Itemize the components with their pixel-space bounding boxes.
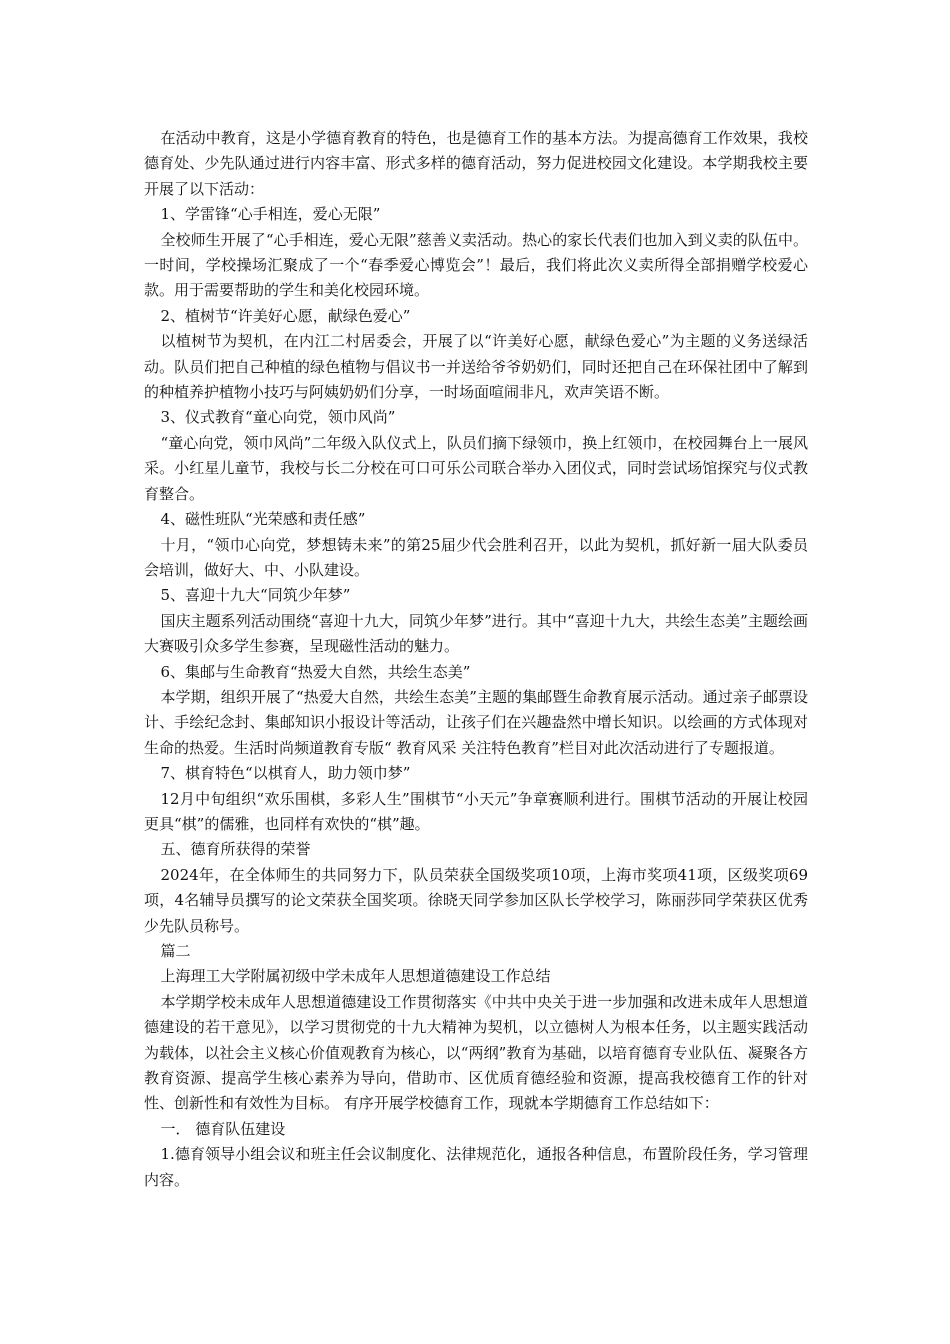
paragraph-activity-7: 12月中旬组织“欢乐围棋，多彩人生”围棋节“小天元”争章赛顺利进行。围棋节活动的开展让校园更具“棋”的儒雅，也同样有欢快的“棋”趣。 xyxy=(144,789,808,833)
paragraph-activity-6: 本学期，组织开展了“热爱大自然，共绘生态美”主题的集邮暨生命教育展示活动。通过亲子邮票设计、手绘纪念封、集邮知识小报设计等活动，让孩子们在兴趣盎然中增长知识。以绘画的方式体现对生命的热爱。生活时尚频道教育专版“ 教育风采 关注特色教育”栏目对此次活动进行了专题报道。 xyxy=(144,687,808,757)
paragraph-part-two-intro: 本学期学校未成年人思想道德建设工作贯彻落实《中共中央关于进一步加强和改进未成年人思想道德建设的若干意见》，以学习贯彻党的十九大精神为契机，以立德树人为根本任务，以主题实践活动为载体，以社会主义核心价值观教育为核心，以“两纲”教育为基础，以培育德育专业队伍、凝聚各方教育资源、提高学生核心素养为导向，借助市、区优质育德经验和资源，提高我校德育工作的针对性、创新性和有效性为目标。 有序开展学校德育工作，现就本学期德育工作总结如下： xyxy=(144,992,808,1113)
paragraph-activity-1: 全校师生开展了“心手相连，爱心无限”慈善义卖活动。热心的家长代表们也加入到义卖的队伍中。一时间，学校操场汇聚成了一个“春季爱心博览会”！最后，我们将此次义卖所得全部捐赠学校爱心款。用于需要帮助的学生和美化校园环境。 xyxy=(144,230,808,300)
heading-activity-4: 4、磁性班队“光荣感和责任感” xyxy=(160,510,366,529)
paragraph-activity-3: “童心向党，领巾风尚”二年级入队仪式上，队员们摘下绿领巾，换上红领巾，在校园舞台上一展风采。小红星儿童节，我校与长二分校在可口可乐公司联合举办入团仪式，同时尝试场馆探究与仪式教育整合。 xyxy=(144,433,808,503)
heading-activity-2: 2、植树节“许美好心愿，献绿色爱心” xyxy=(160,306,411,325)
heading-team-building: 一． 德育队伍建设 xyxy=(160,1119,286,1138)
heading-part-two: 篇二 xyxy=(160,942,191,960)
title-part-two: 上海理工大学附属初级中学未成年人思想道德建设工作总结 xyxy=(160,967,551,986)
paragraph-intro: 在活动中教育，这是小学德育教育的特色，也是德育工作的基本方法。为提高德育工作效果，我校德育处、少先队通过进行内容丰富、形式多样的德育活动，努力促进校园文化建设。本学期我校主要开展了以下活动： xyxy=(144,129,808,198)
heading-honors: 五、德育所获得的荣誉 xyxy=(160,840,311,859)
heading-activity-5: 5、喜迎十九大“同筑少年梦” xyxy=(160,586,351,605)
paragraph-activity-2: 以植树节为契机，在内江二村居委会，开展了以“许美好心愿，献绿色爱心”为主题的义务送绿活动。队员们把自己种植的绿色植物与倡议书一并送给爷爷奶奶们，同时还把自己在环保社团中了解到的种植养护植物小技巧与阿姨奶奶们分享，一时场面喧闹非凡，欢声笑语不断。 xyxy=(144,332,808,402)
paragraph-honors: 2024年，在全体师生的共同努力下，队员荣获全国级奖项10项，上海市奖项41项，区级奖项69项，4名辅导员撰写的论文荣获全国奖项。徐晓天同学参加区队长学校学习，陈丽莎同学荣获区优秀少先队员称号。 xyxy=(144,865,808,935)
paragraph-activity-5: 国庆主题系列活动围绕“喜迎十九大，同筑少年梦”进行。其中“喜迎十九大，共绘生态美”主题绘画大赛吸引众多学生参赛，呈现磁性活动的魅力。 xyxy=(144,611,808,656)
heading-activity-1: 1、学雷锋“心手相连，爱心无限” xyxy=(160,205,381,224)
heading-activity-3: 3、仪式教育“童心向党，领巾风尚” xyxy=(160,408,396,427)
heading-activity-7: 7、棋育特色“以棋育人，助力领巾梦” xyxy=(160,764,411,783)
paragraph-team-building-1: 1.德育领导小组会议和班主任会议制度化、法律规范化，通报各种信息，布置阶段任务，学习管理内容。 xyxy=(144,1145,808,1189)
paragraph-activity-4: 十月，“领巾心向党，梦想铸未来”的第25届少代会胜利召开，以此为契机，抓好新一届大队委员会培训，做好大、中、小队建设。 xyxy=(144,535,808,579)
heading-activity-6: 6、集邮与生命教育“热爱大自然，共绘生态美” xyxy=(160,662,471,681)
document-body xyxy=(144,126,808,1193)
